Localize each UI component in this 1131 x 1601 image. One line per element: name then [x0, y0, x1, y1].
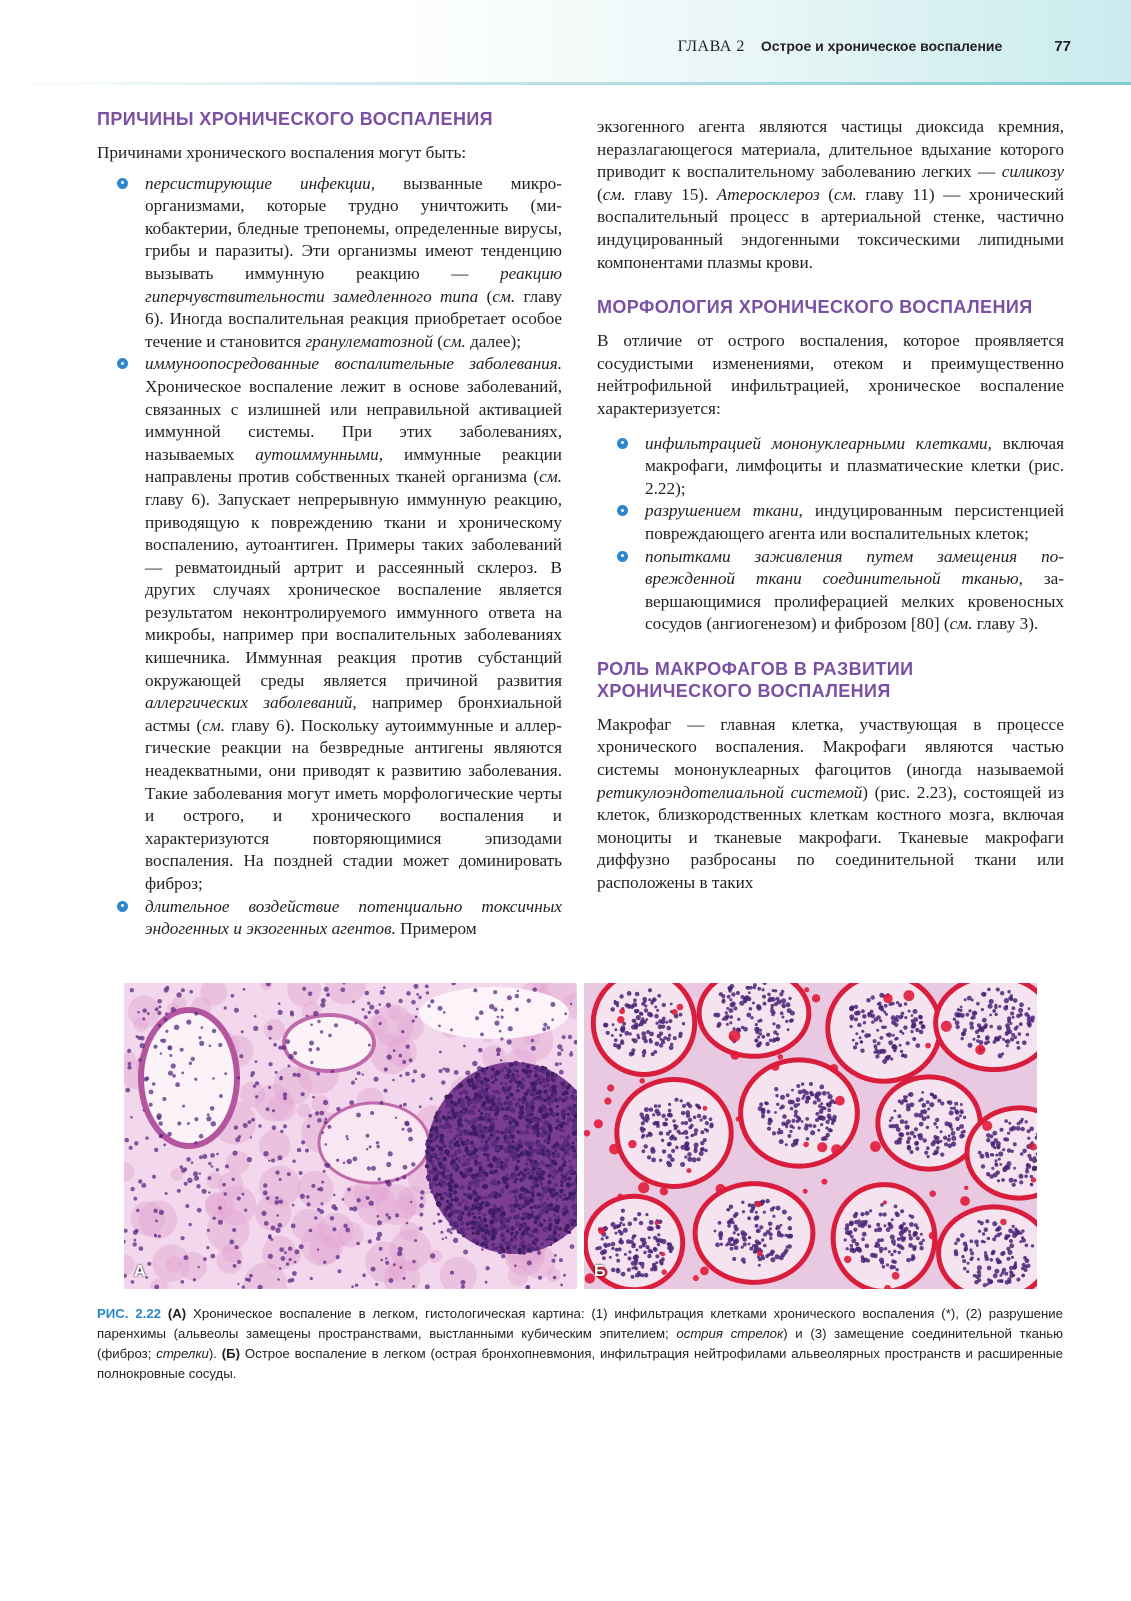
bullet-icon: [117, 358, 128, 369]
bullet-icon: [117, 178, 128, 189]
list-item: [597, 433, 1064, 501]
chapter-title: Острое и хроническое воспаление: [760, 38, 1003, 54]
page-number: 77: [1054, 38, 1071, 55]
chapter-label: ГЛАВА 2: [677, 38, 745, 55]
figure-caption: [97, 1304, 1063, 1384]
causes-list: [97, 173, 562, 941]
header-rule: [0, 82, 1131, 85]
bullet-icon: [617, 438, 628, 449]
list-item-text: инфильтрацией мононуклеарными клетками, включая макрофаги, лимфоциты и плазматические клетки (рис. 2.22);: [645, 433, 1064, 498]
list-item: [97, 353, 562, 895]
list-item: [97, 896, 562, 941]
running-header: [678, 38, 1071, 56]
list-item-text: персистирующие инфекции, вызванные микроорганизмами, которые трудно уничтожить (микобактерии, бледные трепонемы, определенные вирусы, грибы и паразиты). Эти организмы имеют тенденцию вызывать иммунную реакцию — реакцию гиперчувствительности замедленного типа (см. главу 6). Иногда воспалительная реакция приобретает особое течение и становится гранулематозной (см. далее);: [145, 173, 562, 351]
bullet-icon: [617, 505, 628, 516]
list-item: [597, 500, 1064, 545]
macrophage-paragraph: Макрофаг — главная клетка, участвующая в процессе хронического воспаления. Макрофаги являются частью системы мононуклеарных фагоцитов (иногда называемой ретикулоэндотелиальной системой) (рис. 2.23), состоящей из клеток, близкородственных клеткам костного мозга, включая моноциты и тканевые макрофаги. Тканевые макрофаги диффузно разбросаны по соединительной ткани или расположены в таких: [597, 714, 1064, 893]
list-item: [597, 546, 1064, 636]
list-item-text: попытками заживления путем замещения поврежденной ткани соединительной тканью, завершающимися пролиферацией мелких кровеносных сосудов (ангиогенезом) и фиброзом [80] (см. главу 3).: [645, 546, 1065, 634]
histology-image-a: [124, 983, 577, 1289]
bullet-icon: [117, 901, 128, 912]
histology-panel-a: [124, 983, 577, 1289]
list-item-text: разрушением ткани, индуцированным персистенцией повреждающего агента или воспалительных клеток;: [645, 501, 1064, 543]
causes-lead: Причинами хронического воспаления могут быть:: [97, 143, 467, 162]
right-column: [597, 116, 1064, 895]
morphology-list: [597, 433, 1064, 636]
list-item: [97, 173, 562, 354]
section-heading-causes: ПРИЧИНЫ ХРОНИЧЕСКОГО ВОСПАЛЕНИЯ: [97, 109, 494, 129]
list-item-text: длительное воздействие потенциально токсичных эндогенных и экзогенных агентов. Примером: [145, 896, 562, 939]
section-heading-macrophages: РОЛЬ МАКРОФАГОВ В РАЗВИТИИ ХРОНИЧЕСКОГО ВОСПАЛЕНИЯ: [597, 658, 914, 701]
left-column: [97, 108, 562, 941]
caption-label: РИС. 2.22: [97, 1306, 161, 1321]
panel-b-label: Б: [594, 1263, 606, 1280]
histology-panel-b: [584, 983, 1037, 1289]
figure-2-22: [124, 983, 1037, 1289]
panel-a-label: А: [134, 1263, 146, 1280]
section-heading-morphology: МОРФОЛОГИЯ ХРОНИЧЕСКОГО ВОСПАЛЕНИЯ: [597, 297, 1033, 318]
list-item-text: иммуноопосредованные воспалительные заболевания. Хроническое воспаление лежит в основе заболеваний, связанных с излишней или неправильной активацией иммунной системы. При этих заболеваниях, называемых аутоиммунными, иммунные реакции направлены против собственных тканей организма (см. главу 6). Запускает непрерывную иммунную реакцию, приводящую к повреждению ткани и хроническому воспалению, аутоантиген. Примеры таких заболеваний — ревматоидный артрит и рассеянный склероз. В других случаях хроническое воспаление является результатом неконтролируемого иммунного ответа на микробы, например при воспалительных заболеваниях кишечника. Иммунная реакция против субстанций окружающей среды является причиной развития аллергических заболеваний, например бронхиальной астмы (см. главу 6). Поскольку аутоиммунные и аллергические реакции на безвредные антигены являются неадекватными, они приводят к развитию заболевания. Такие заболевания могут иметь морфологические черты и острого, и хронического воспаления и характеризуются повторяющимися эпизодами воспаления. На поздней стадии может доминировать фиброз;: [145, 354, 563, 893]
bullet-icon: [617, 551, 628, 562]
morphology-lead: В отличие от острого воспаления, которое проявляется сосудистыми изменениями, отеком и преимущественно нейтрофильной инфильтрацией, хроническое воспаление характеризуется:: [597, 331, 1064, 418]
caption-text: (А) Хроническое воспаление в легком, гистологическая картина: (1) инфильтрация клетками хронического воспаления (*), (2) разрушение паренхимы (альвеолы замещены пространствами, выстланными кубическим эпителием; острия стрелок) и (3) замещение соединительной тканью (фиброз; стрелки). (Б) Острое воспаление в легком (острая бронхопневмония, инфильтрация нейтрофилами альвеолярных пространств и расширенные полнокровные сосуды.: [97, 1306, 1063, 1381]
continuation-paragraph: экзогенного агента являются частицы диоксида кремния, неразлагающегося материала, длительное вдыхание которого приводит к воспалительному заболеванию легких — силикозу (см. главу 15). Атеросклероз (см. главу 11) — хронический воспалительный процесс в артериальной стенке, частично индуцированный эндогенными токсическими липидными компонентами плазмы крови.: [597, 117, 1064, 272]
histology-image-b: [584, 983, 1037, 1289]
